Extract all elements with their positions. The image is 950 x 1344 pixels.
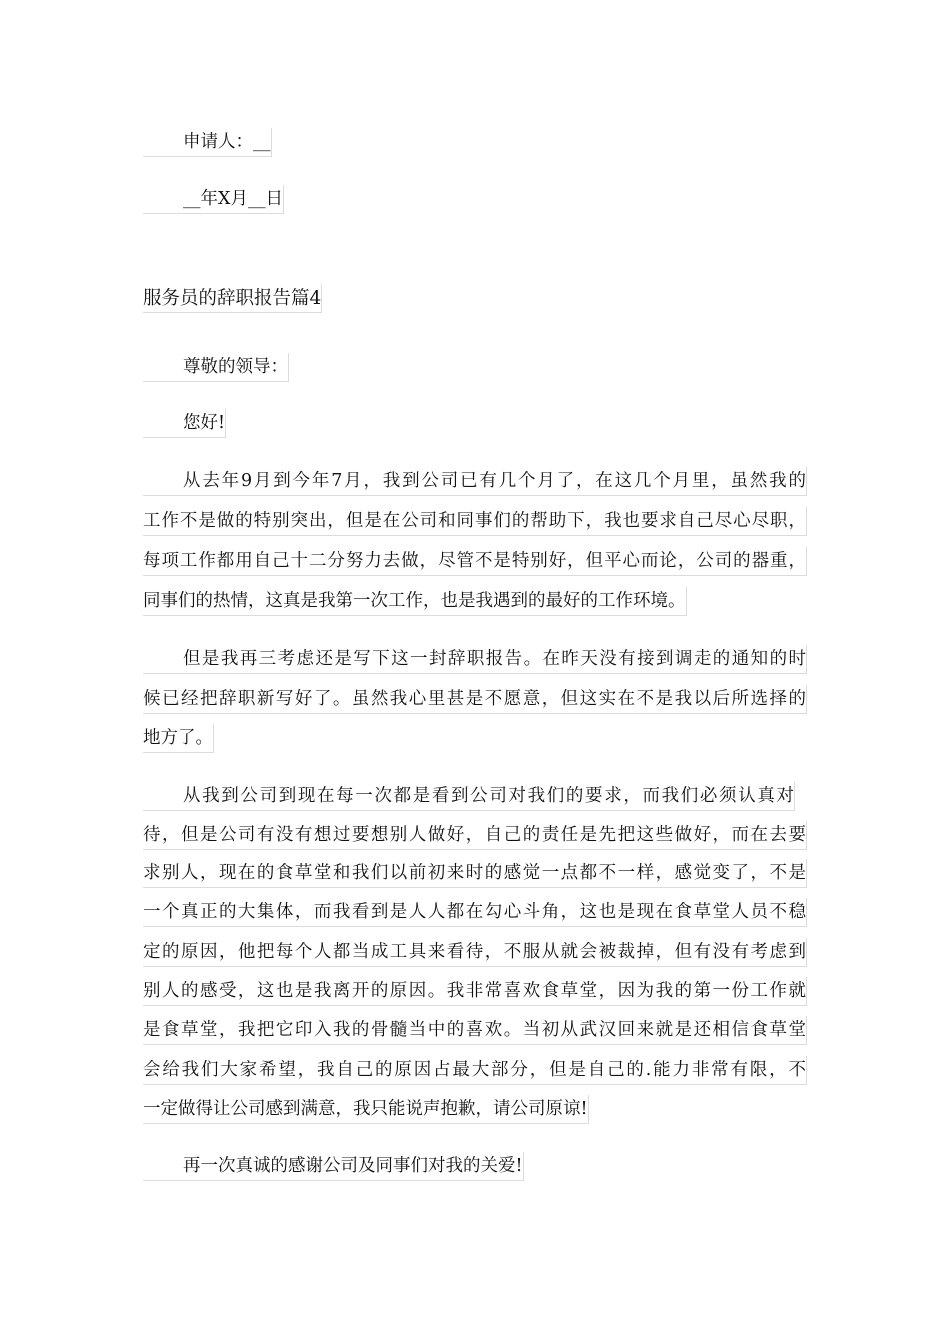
paragraph-line: 别人的感受，这也是我离开的原因。我非常喜欢食草堂，因为我的第一份工作就 xyxy=(143,977,807,1006)
page-title: 服务员的辞职报告篇4 xyxy=(143,284,322,313)
paragraph-line: 一个真正的大集体，而我看到是人人都在勾心斗角，这也是现在食草堂人员不稳 xyxy=(143,898,807,927)
paragraph-line: 定的原因，他把每个人都当成工具来看待，不服从就会被裁掉，但有没有考虑到 xyxy=(143,938,807,967)
paragraph-line: 同事们的热情，这真是我第一次工作，也是我遇到的最好的工作环境。 xyxy=(143,587,687,616)
paragraph-line: 会给我们大家希望，我自己的原因占最大部分，但是自己的.能力非常有限，不 xyxy=(143,1056,807,1085)
salutation: 尊敬的领导： xyxy=(143,353,289,382)
paragraph-line: 待，但是公司有没有想过要想别人做好，自己的责任是先把这些做好，而在去要 xyxy=(143,821,807,850)
date-line: __年X月__日 xyxy=(143,185,284,214)
paragraph-line: 从我到公司到现在每一次都是看到公司对我们的要求，而我们必须认真对 xyxy=(143,782,795,811)
greeting: 您好! xyxy=(143,409,226,438)
paragraph-line: 一定做得让公司感到满意，我只能说声抱歉，请公司原谅! xyxy=(143,1095,589,1124)
paragraph-line: 但是我再三考虑还是写下这一封辞职报告。在昨天没有接到调走的通知的时 xyxy=(143,645,807,674)
applicant-line: 申请人：__ xyxy=(143,128,272,157)
paragraph-line: 地方了。 xyxy=(143,724,214,753)
paragraph-line: 是食草堂，我把它印入我的骨髓当中的喜欢。当初从武汉回来就是还相信食草堂 xyxy=(143,1016,807,1045)
paragraph-line: 从去年9月到今年7月，我到公司已有几个月了，在这几个月里，虽然我的 xyxy=(143,467,807,496)
paragraph-line: 求别人，现在的食草堂和我们以前初来时的感觉一点都不一样，感觉变了，不是 xyxy=(143,859,807,888)
closing-line: 再一次真诚的感谢公司及同事们对我的关爱! xyxy=(143,1152,524,1181)
paragraph-line: 工作不是做的特别突出，但是在公司和同事们的帮助下，我也要求自己尽心尽职， xyxy=(143,507,807,536)
paragraph-line: 每项工作都用自己十二分努力去做，尽管不是特别好，但平心而论，公司的器重， xyxy=(143,547,807,576)
paragraph-line: 候已经把辞职新写好了。虽然我心里甚是不愿意，但这实在不是我以后所选择的 xyxy=(143,685,807,714)
